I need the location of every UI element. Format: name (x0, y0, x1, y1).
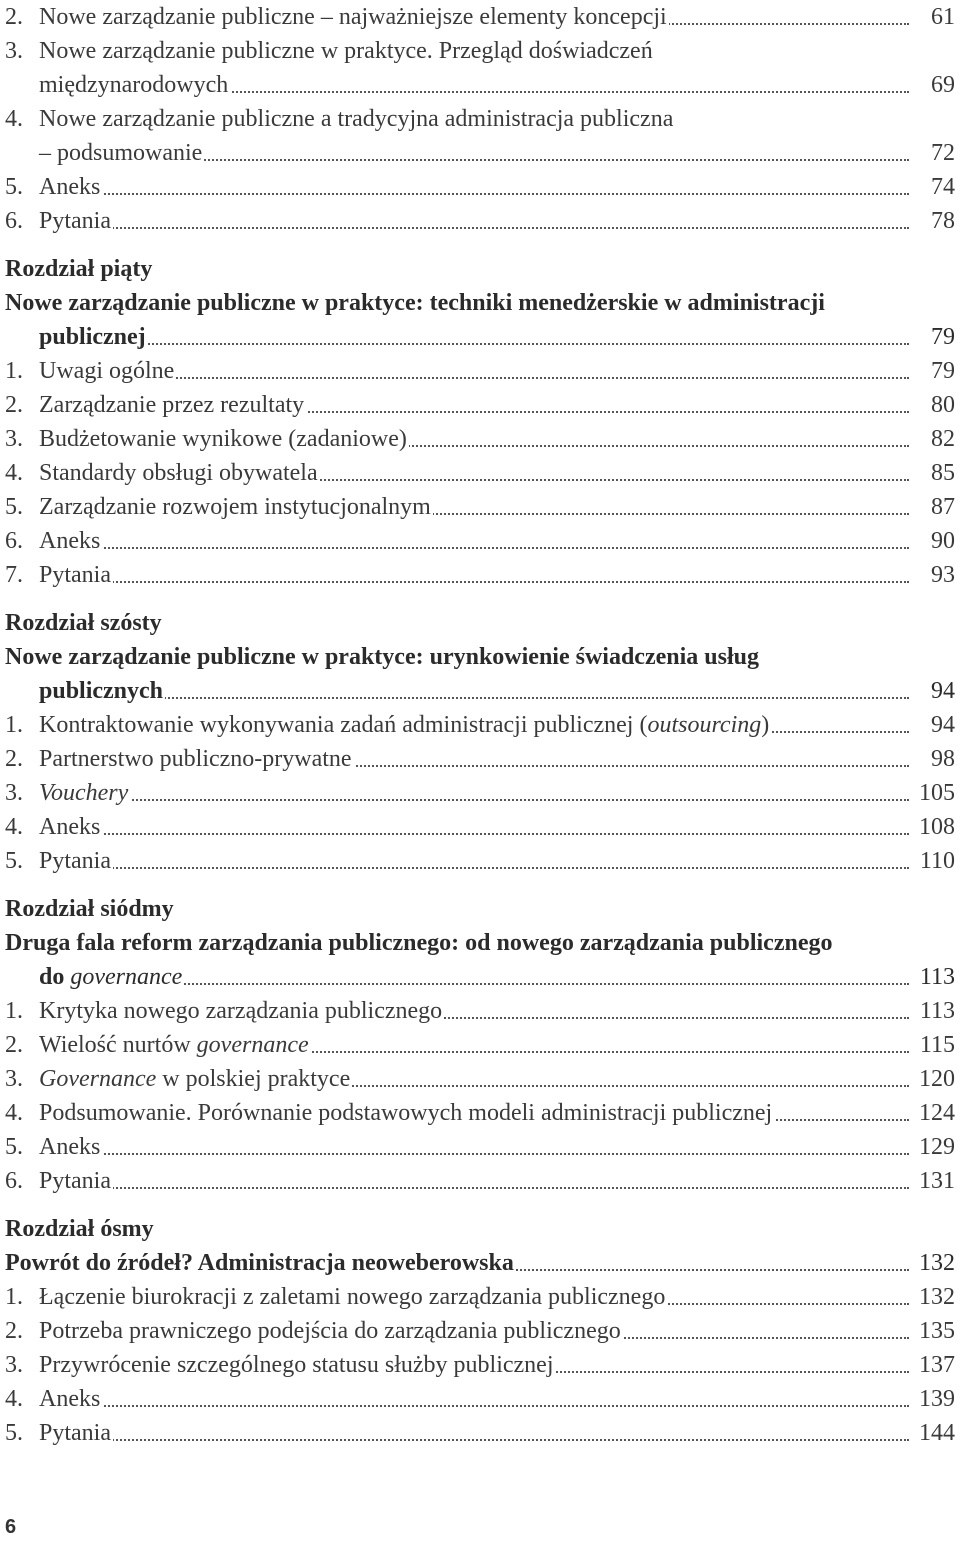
leader-dots (5, 227, 909, 229)
entry-page: 69 (925, 68, 955, 102)
entry-number: 5. (5, 174, 23, 200)
toc-entry: 1. Łączenie biurokracji z zaletami nowego zarządzania publicznego 132 (5, 1280, 955, 1314)
toc-entry (5, 34, 955, 68)
leader-dots (5, 1439, 909, 1441)
toc-entry: 1. Uwagi ogólne 79 (5, 354, 955, 388)
table-of-contents (5, 0, 955, 1450)
leader-dots (5, 193, 909, 195)
toc-entry (5, 0, 955, 34)
entry-page: 72 (925, 136, 955, 170)
entry-page: 78 (925, 204, 955, 238)
toc-entry: 4. Aneks 108 (5, 810, 955, 844)
leader-dots (5, 799, 909, 801)
toc-entry: 1. Krytyka nowego zarządzania publicznego 113 (5, 994, 955, 1028)
chapter-title-continuation: publicznych 94 (5, 674, 955, 708)
page-number: 6 (5, 1516, 17, 1538)
toc-entry: 4. Aneks 139 (5, 1382, 955, 1416)
toc-entry: 6. Aneks 90 (5, 524, 955, 558)
chapter-label: Rozdział szósty (5, 610, 162, 636)
toc-entry: 2. Partnerstwo publiczno-prywatne 98 (5, 742, 955, 776)
entry-page: 79 (925, 320, 955, 354)
toc-entry: 1. Kontraktowanie wykonywania zadań administracji publicznej (outsourcing) 94 (5, 708, 955, 742)
chapter-title-continuation: do governance 113 (5, 960, 955, 994)
entry-title: Nowe zarządzanie publiczne – najważniejsze elementy koncepcji (39, 4, 667, 30)
entry-title: Nowe zarządzanie publiczne a tradycyjna administracja publiczna (39, 106, 674, 132)
entry-number: 2. (5, 4, 23, 30)
entry-title-continuation: międzynarodowych (5, 72, 230, 98)
chapter-label: Rozdział ósmy (5, 1216, 154, 1242)
leader-dots (5, 1153, 909, 1155)
chapter-label: Rozdział piąty (5, 256, 153, 282)
toc-entry: 4. Standardy obsługi obywatela 85 (5, 456, 955, 490)
toc-entry: 4. Podsumowanie. Porównanie podstawowych modeli administracji publicznej 124 (5, 1096, 955, 1130)
chapter-label: Rozdział siódmy (5, 896, 174, 922)
toc-entry: 5. Zarządzanie rozwojem instytucjonalnym 87 (5, 490, 955, 524)
toc-entry: 2. Zarządzanie przez rezultaty 80 (5, 388, 955, 422)
leader-dots (5, 833, 909, 835)
toc-entry: 5. Pytania 110 (5, 844, 955, 878)
entry-page: 74 (925, 170, 955, 204)
leader-dots (5, 547, 909, 549)
toc-entry: 5. Aneks 129 (5, 1130, 955, 1164)
leader-dots (5, 867, 909, 869)
toc-entry-continuation (5, 136, 955, 170)
chapter-title: Powrót do źródeł? Administracja neoweberowska 132 (5, 1246, 955, 1280)
entry-title: Aneks (39, 174, 101, 200)
toc-entry: 5. Pytania 144 (5, 1416, 955, 1450)
chapter-title: Druga fala reform zarządzania publicznego: od nowego zarządzania publicznego (5, 930, 833, 956)
leader-dots (5, 1405, 909, 1407)
chapter-title-continuation: publicznej 79 (5, 320, 955, 354)
toc-entry: 7. Pytania 93 (5, 558, 955, 592)
entry-title: Nowe zarządzanie publiczne w praktyce. Przegląd doświadczeń (39, 38, 653, 64)
entry-title: Pytania (39, 208, 111, 234)
chapter-title: Nowe zarządzanie publiczne w praktyce: urynkowienie świadczenia usług (5, 644, 759, 670)
toc-entry: 3. Przywrócenie szczególnego statusu służby publicznej 137 (5, 1348, 955, 1382)
toc-entry (5, 102, 955, 136)
toc-entry: 3. Vouchery 105 (5, 776, 955, 810)
toc-entry (5, 204, 955, 238)
toc-entry: 6. Pytania 131 (5, 1164, 955, 1198)
toc-entry (5, 170, 955, 204)
toc-entry: 2. Potrzeba prawniczego podejścia do zarządzania publicznego 135 (5, 1314, 955, 1348)
leader-dots (5, 581, 909, 583)
entry-page: 61 (925, 0, 955, 34)
toc-entry: 3. Governance w polskiej praktyce 120 (5, 1062, 955, 1096)
toc-entry: 3. Budżetowanie wynikowe (zadaniowe) 82 (5, 422, 955, 456)
entry-number: 3. (5, 38, 23, 64)
entry-number: 6. (5, 208, 23, 234)
leader-dots (5, 1187, 909, 1189)
toc-entry-continuation (5, 68, 955, 102)
toc-entry: 2. Wielość nurtów governance 115 (5, 1028, 955, 1062)
chapter-title: Nowe zarządzanie publiczne w praktyce: techniki menedżerskie w administracji (5, 290, 825, 316)
entry-number: 4. (5, 106, 23, 132)
entry-title-continuation: – podsumowanie (5, 140, 204, 166)
